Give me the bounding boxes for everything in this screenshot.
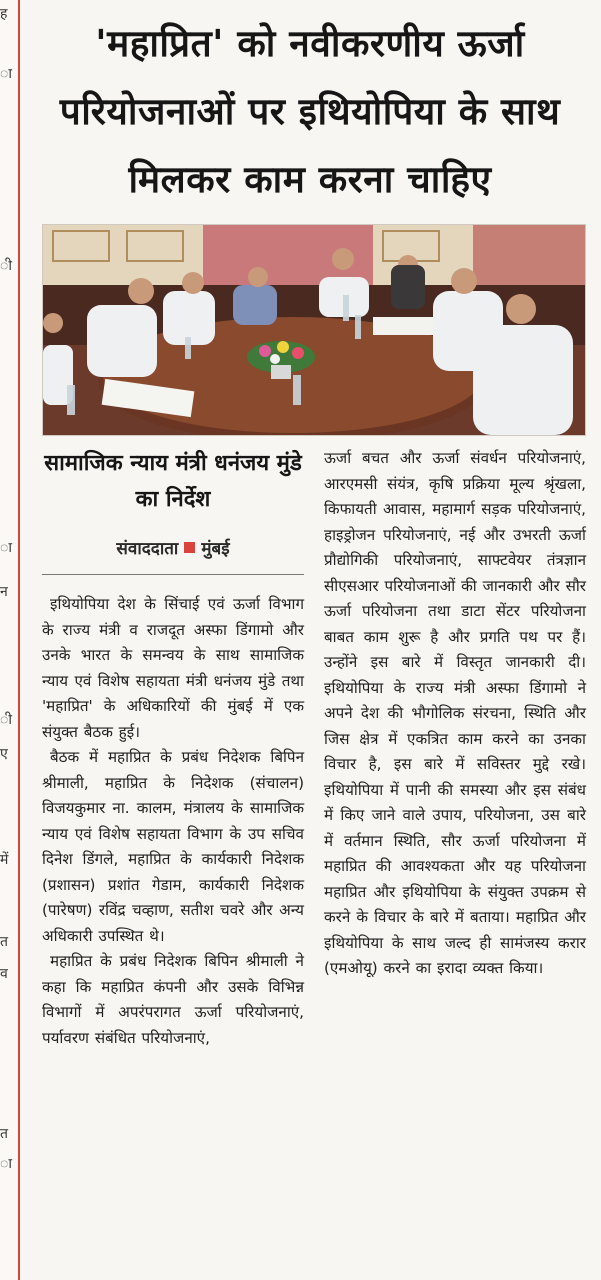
strip-fragment: त: [0, 1126, 8, 1142]
byline-city: मुंबई: [201, 539, 230, 559]
headline-line-3: मिलकर काम करना चाहिए: [128, 158, 492, 201]
headline: [30, 10, 590, 214]
strip-fragment: ा: [0, 540, 12, 556]
byline-separator-square: [184, 542, 195, 553]
headline-line-1: 'महाप्रित' को नवीकरणीय ऊर्जा: [95, 22, 525, 65]
meeting-photo-illustration: [43, 225, 585, 435]
strip-fragment: ह: [0, 6, 8, 22]
adjacent-page-strip: [0, 0, 20, 1280]
byline: [42, 536, 304, 559]
body-paragraph-1: इथियोपिया देश के सिंचाई एवं ऊर्जा विभाग के राज्य मंत्री व राजदूत अस्फा डिंगामो और उनके भारत के समन्वय के साथ सामाजिक न्याय एवं विशेष सहायता मंत्री धनंजय मुंडे तथा 'महाप्रित' के अधिकारियों की मुंबई में एक संयुक्त बैठक हुई।: [42, 595, 304, 741]
byline-reporter: संवाददाता: [116, 539, 179, 559]
strip-fragment: में: [0, 852, 9, 868]
strip-fragment: ी: [0, 258, 12, 274]
body-paragraph-2: बैठक में महाप्रित के प्रबंध निदेशक बिपिन श्रीमाली, महाप्रित के निदेशक (संचालन) विजयकुमार ना. कालम, मंत्रालय के सामाजिक न्याय एवं विशेष सहायता विभाग के उप सचिव दिनेश डिंगले, महाप्रित के कार्यकारी निदेशक (प्रशासन) प्रशांत गेडाम, कार्यकारी निदेशक (पारेषण) रविंद्र चव्हाण, सतीश चवरे और अन्य अधिकारी उपस्थित थे।: [42, 748, 304, 945]
article-column-right: [324, 446, 586, 982]
strip-fragment: व: [0, 966, 8, 982]
sub-headline: सामाजिक न्याय मंत्री धनंजय मुंडे का निर्देश: [44, 451, 302, 512]
body-paragraph-3-continued: ऊर्जा बचत और ऊर्जा संवर्धन परियोजनाएं, आरएमसी संयंत्र, कृषि प्रक्रिया मूल्य श्रृंखला, किफायती आवास, महामार्ग सड़क परियोजनाएं, हाइड्रोजन परियोजनाएं, नई और उभरती ऊर्जा प्रौद्योगिकी परियोजनाएं, साफ्टवेयर तंत्रज्ञान सीएसआर परियोजनाओं की जानकारी और सौर ऊर्जा परियोजना तथा डाटा सेंटर परियोजना बाबत काम शुरू है और प्रगति पथ पर हैं। उन्होंने इस बारे में विस्तृत जानकारी दी। इथियोपिया के राज्य मंत्री अस्फा डिंगामो ने अपने देश की भौगोलिक संरचना, स्थिति और जिस क्षेत्र में एकत्रित काम करने का उनका विचार है, इस बारे में सविस्तर मुद्दे रखे। इथियोपिया में पानी की समस्या और इस संबंध में किए जाने वाले उपाय, परियोजना, उस बारे में वर्तमान स्थिति, सौर ऊर्जा परियोजना में महाप्रित की आवश्यकता और यह परियोजना महाप्रित और इथियोपिया के संयुक्त उपक्रम से करने के विचार के बारे में बताया। महाप्रित और इथियोपिया के साथ जल्द ही सामंजस्य करार (एमओयू) करने का इरादा व्यक्त किया।: [324, 449, 586, 977]
strip-fragment: ा: [0, 1156, 12, 1172]
red-column-rule: [18, 0, 20, 1280]
strip-fragment: ा: [0, 66, 12, 82]
byline-divider: [42, 574, 304, 575]
strip-fragment: ए: [0, 746, 8, 762]
strip-fragment: न: [0, 584, 8, 600]
headline-line-2: परियोजनाओं पर इथियोपिया के साथ: [59, 90, 561, 133]
meeting-photo: [42, 224, 586, 436]
body-paragraph-3-start: महाप्रित के प्रबंध निदेशक बिपिन श्रीमाली ने कहा कि महाप्रित कंपनी और उसके विभिन्न विभागों में अपरंपरागत ऊर्जा परियोजनाएं, पर्यावरण संबंधित परियोजनाएं,: [42, 952, 304, 1047]
strip-fragment: ी: [0, 712, 12, 728]
article-column-left: [42, 592, 304, 1051]
strip-fragment: त: [0, 934, 8, 950]
